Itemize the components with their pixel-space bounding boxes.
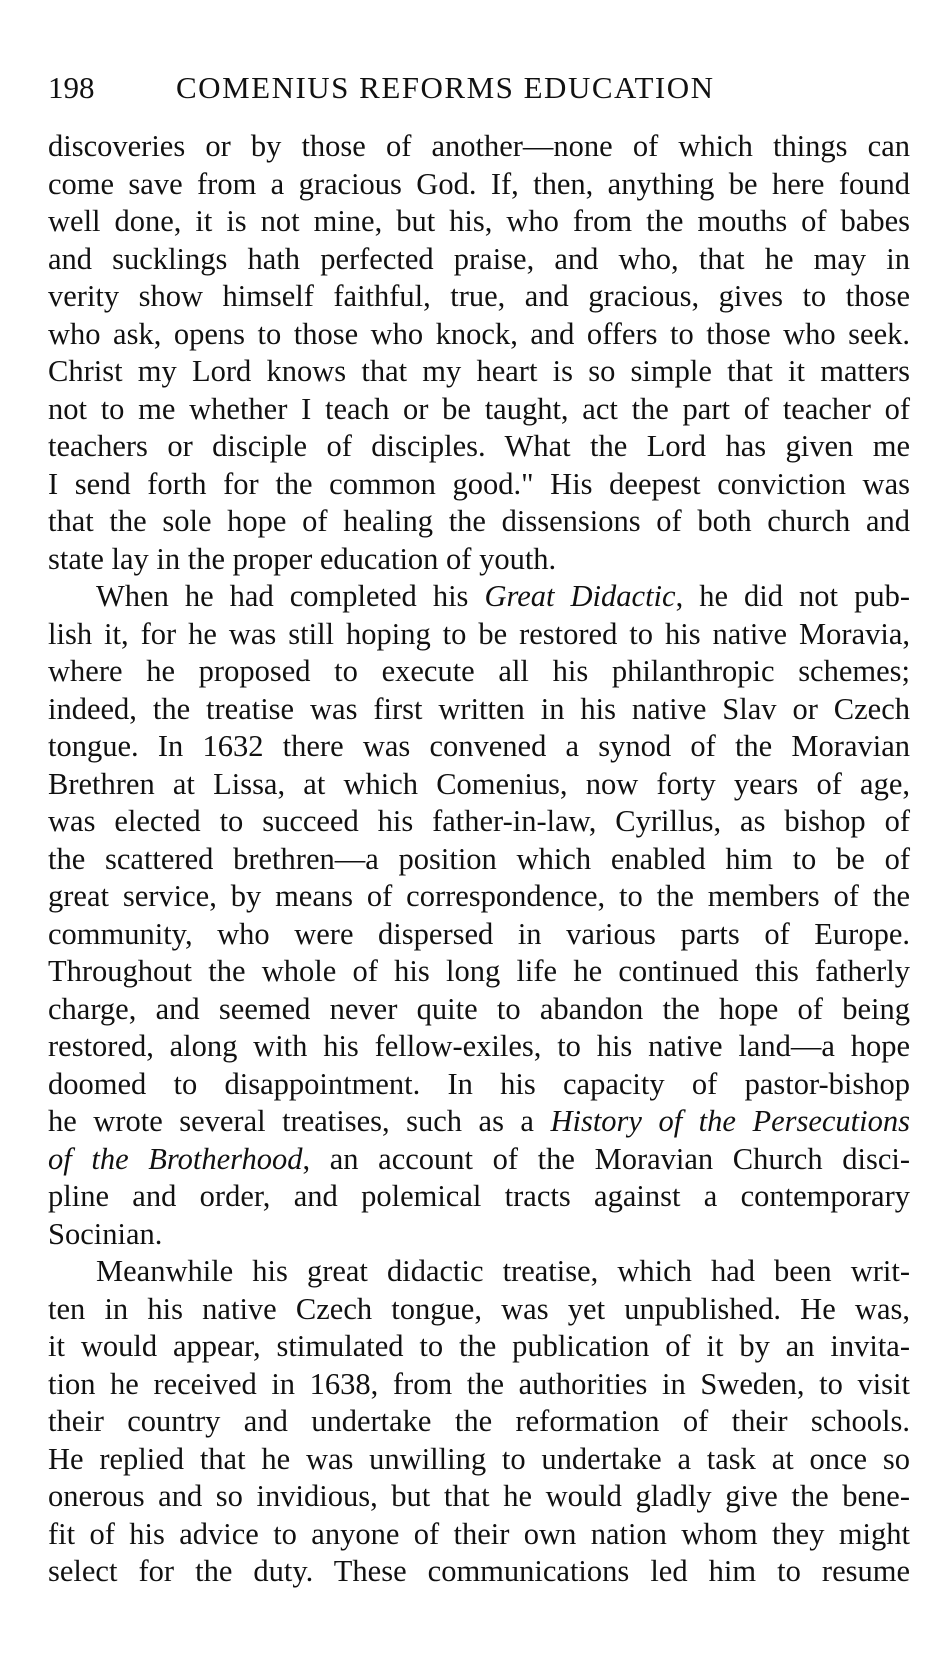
text-line: their country and undertake the reformation of their schools.: [48, 1404, 910, 1438]
text-line: community, who were dispersed in various parts of Europe.: [48, 916, 910, 951]
italic-title-brotherhood: of the Brotherhood: [48, 1141, 303, 1176]
running-head: [48, 70, 910, 128]
text-line: select for the duty. These communications led him to resume: [48, 1554, 910, 1588]
text-line: come save from a gracious God. If, then, anything be here found: [48, 166, 910, 201]
text-line: great service, by means of correspondence, to the members of the: [48, 879, 910, 913]
italic-title-great-didactic: Great Didactic: [484, 579, 676, 613]
text-line: restored, along with his fellow-exiles, to his native land—a hope: [48, 1029, 910, 1063]
text-run: , an account of the Moravian Church disci-: [302, 1141, 910, 1176]
text-line: was elected to succeed his father-in-law, Cyrillus, as bishop of: [48, 804, 910, 838]
text-run: When he had completed his: [96, 579, 485, 613]
text-line: who ask, opens to those who knock, and offers to those who seek.: [48, 316, 910, 351]
text-line: discoveries or by those of another—none of which things can: [48, 129, 910, 163]
paragraph-2: [48, 578, 910, 1253]
paragraph-3: [48, 1253, 910, 1591]
text-line: Throughout the whole of his long life he continued this fatherly: [48, 954, 910, 988]
text-line: I send forth for the common good." His deepest conviction was: [48, 466, 910, 501]
paragraph-1: [48, 128, 910, 578]
text-line: fit of his advice to anyone of their own nation whom they might: [48, 1516, 910, 1551]
text-line: [48, 1103, 910, 1141]
running-title: COMENIUS REFORMS EDUCATION: [176, 70, 715, 105]
text-line: it would appear, stimulated to the publication of it by an invita-: [48, 1329, 910, 1363]
text-line: verity show himself faithful, true, and gracious, gives to those: [48, 279, 910, 313]
text-line: lish it, for he was still hoping to be restored to his native Moravia,: [48, 616, 910, 651]
text-line: and sucklings hath perfected praise, and who, that he may in: [48, 241, 910, 276]
text-line: that the sole hope of healing the dissensions of both church and: [48, 504, 910, 538]
text-run: , he did not pub-: [675, 579, 910, 613]
text-line: charge, and seemed never quite to abandon the hope of being: [48, 991, 910, 1026]
text-run: he wrote several treatises, such as a: [48, 1104, 551, 1138]
text-line: doomed to disappointment. In his capacity of pastor-bishop: [48, 1066, 910, 1101]
book-page: [48, 70, 910, 1591]
text-line: teachers or disciple of disciples. What the Lord has given me: [48, 429, 910, 463]
text-line: where he proposed to execute all his philanthropic schemes;: [48, 654, 910, 688]
text-line: onerous and so invidious, but that he would gladly give the bene-: [48, 1479, 910, 1513]
text-line: tongue. In 1632 there was convened a synod of the Moravian: [48, 729, 910, 763]
text-line: indeed, the treatise was first written in his native Slav or Czech: [48, 691, 910, 726]
text-line: Christ my Lord knows that my heart is so simple that it matters: [48, 354, 910, 388]
text-line: pline and order, and polemical tracts against a contemporary: [48, 1179, 910, 1213]
text-line: He replied that he was unwilling to undertake a task at once so: [48, 1441, 910, 1476]
text-line: [48, 578, 910, 616]
text-line: not to me whether I teach or be taught, act the part of teacher of: [48, 391, 910, 426]
text-line: Meanwhile his great didactic treatise, which had been writ-: [96, 1254, 910, 1288]
text-line: Brethren at Lissa, at which Comenius, now forty years of age,: [48, 766, 910, 801]
text-line: tion he received in 1638, from the authorities in Sweden, to visit: [48, 1366, 910, 1401]
text-line: ten in his native Czech tongue, was yet unpublished. He was,: [48, 1291, 910, 1326]
text-line: Socinian.: [48, 1216, 163, 1251]
page-number: 198: [48, 70, 95, 105]
text-line: well done, it is not mine, but his, who from the mouths of babes: [48, 204, 910, 238]
text-line: state lay in the proper education of youth.: [48, 541, 557, 576]
text-line: the scattered brethren—a position which enabled him to be of: [48, 841, 910, 876]
text-line: [48, 1141, 910, 1179]
italic-title-history: History of the Persecutions: [550, 1104, 910, 1138]
